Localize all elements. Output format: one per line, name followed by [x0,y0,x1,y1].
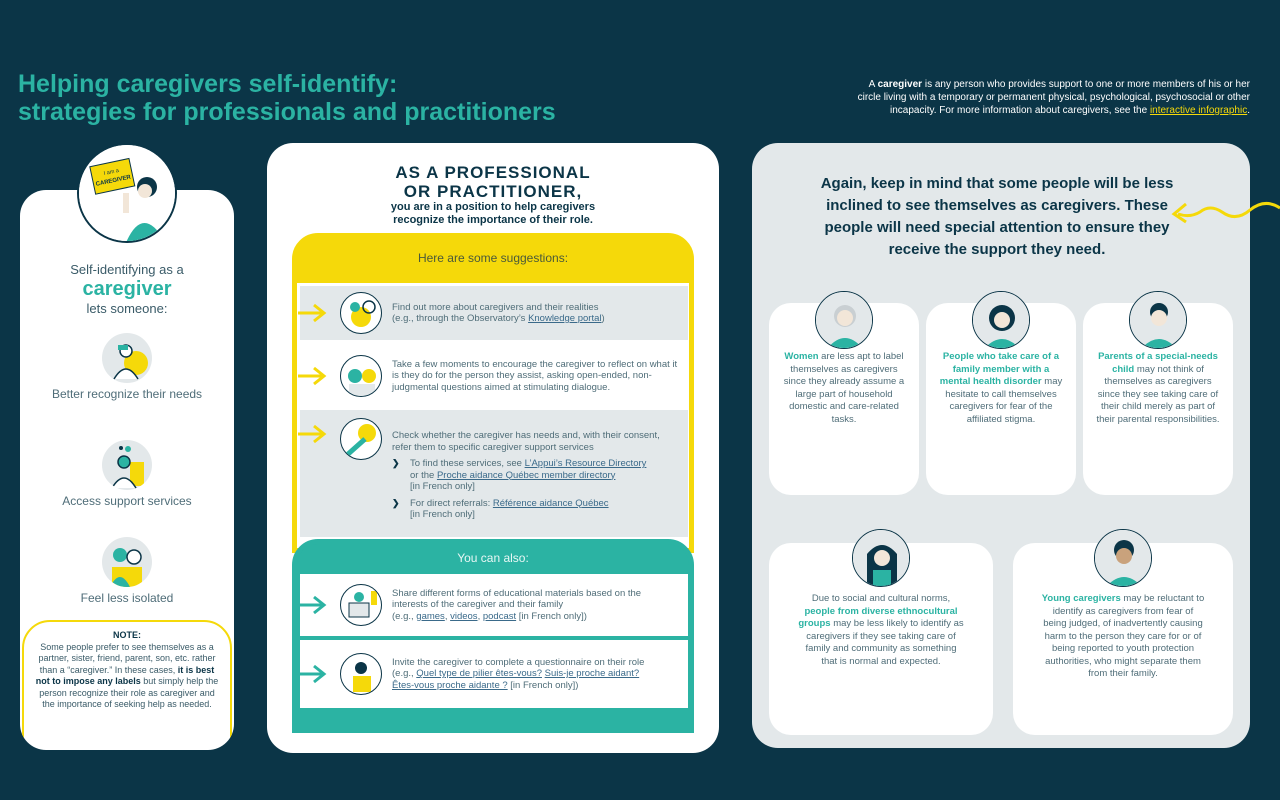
svg-text:CAREGIVER: CAREGIVER [95,174,132,188]
person-ideas-icon [102,440,152,490]
heading-line-2: OR PRACTITIONER, [403,182,583,201]
women-card-text: are less apt to label themselves as caregivers since they already assume a large part of household domestic and care-related tasks. [783,351,905,425]
ethnocultural-card-text: may be less likely to identify as caregivers if they see taking care of family and community as something that is normal and expected. [805,618,964,667]
a1-links: (e.g., games, videos, podcast [in French only]) [392,610,587,622]
knowledge-portal-link[interactable]: Knowledge portal [528,313,602,324]
wavy-arrow-icon [1170,196,1280,236]
svg-text:I am a: I am a [103,167,120,177]
two-people-icon [102,537,152,587]
a2-main: Invite the caregiver to complete a questionnaire on their role [392,656,645,668]
also-1 [300,574,688,636]
caregiver-definition [850,78,1250,117]
suggestion-1-text [392,302,615,325]
title-line-2: strategies for professionals and practitioners [18,98,556,126]
lappui-directory-link[interactable]: L’Appui’s Resource Directory [524,458,647,469]
s3-sub-2-text [410,498,609,521]
benefit-1 [20,333,234,401]
s1-line-1: Find out more about caregivers and their realities [392,301,599,313]
hijab-woman-avatar [852,529,910,587]
heading-line-1: AS A PROFESSIONAL [395,163,591,182]
s3-main: Check whether the caregiver has needs and, with their consent, refer them to specific caregiver support services [392,430,660,453]
lead-big: caregiver [82,278,172,300]
young-caregivers-card-bold: Young caregivers [1041,593,1121,604]
suggestions-header: Here are some suggestions: [296,237,690,283]
special-needs-card-text: may not think of themselves as caregivers since they see taking care of their child merely as part of their parental responsibilities. [1096,363,1220,425]
s1-end: ) [601,313,605,324]
note-title: NOTE: [113,630,141,640]
benefit-1-label: Better recognize their needs [51,387,203,401]
woman-avatar [972,291,1030,349]
suis-je-proche-aidant-link[interactable]: Suis-je proche aidant? [544,668,640,680]
professional-panel [267,143,719,753]
intro-body: is any person who provides support to one or more members of his or her circle living with a temporary or permanent physical, psychological, psychosocial or other incapacity. For more information about caregivers, see the [857,79,1250,116]
s1-line-2 [392,313,605,325]
older-woman-avatar [815,291,873,349]
questionnaire-icon [340,653,382,695]
self-identify-panel [20,190,234,750]
s1-pre: (e.g., through the Observatory’s [392,313,529,324]
s3-sub1-c: [in French only] [410,481,475,492]
benefit-2 [20,440,234,508]
s3-sub-2 [392,498,678,521]
note-text-2: but simply help the person recognize their role as caregiver and the importance of seeking help as needed. [39,676,219,709]
games-link[interactable]: games [416,610,445,622]
a2-pre: (e.g., [392,668,417,680]
note-text-1: Some people prefer to see themselves as a partner, sister, friend, parent, son, etc. rather than a “caregiver.” In these cases, [38,641,216,675]
title-line-1: Helping caregivers self-identify: [18,70,398,98]
lead-line-2: lets someone: [86,301,168,316]
suggestion-2-text: Take a few moments to encourage the caregiver to reflect on what it is they do for the person they assist, asking open-ended, non-judgmental questions aimed at stimulating dialogue. [392,358,678,393]
arrow-right-icon [298,366,328,386]
special-needs-card-bold: Parents of a special-needs child [1098,351,1218,375]
conversation-icon [340,355,382,397]
s3-sub1-a: To find these services, see [410,458,525,469]
a1-main: Share different forms of educational materials based on the interests of the caregiver and their family [392,587,642,611]
benefit-3 [20,537,234,605]
suggestion-2 [300,344,688,408]
father-avatar [1129,291,1187,349]
professional-subheading [267,201,719,227]
arrow-right-icon [298,664,328,684]
caregiver-avatar [77,143,177,243]
also-2-text [392,657,654,692]
educational-materials-icon [340,584,382,626]
intro-term: caregiver [877,79,923,90]
s3-sub2-c: [in French only] [410,509,475,520]
a1-pre: (e.g., [392,610,417,622]
mental-health-card-text: may hesitate to call themselves caregivers for fear of the affiliated stigma. [945,376,1063,425]
videos-link[interactable]: videos [450,610,478,622]
podcast-link[interactable]: podcast [482,610,517,622]
benefit-3-label: Feel less isolated [80,591,174,605]
benefit-2-label: Access support services [62,494,192,508]
intro-end: . [1247,105,1250,116]
interactive-infographic-link[interactable]: interactive infographic [1149,105,1248,116]
ethnocultural-card-bold: people from diverse ethnocultural groups [798,605,958,629]
young-man-avatar [1094,529,1152,587]
s3-sub1-b: or the [410,469,437,481]
pilier-quiz-link[interactable]: Quel type de pilier êtes-vous? [416,668,542,680]
also-2 [300,640,688,708]
sub-line-2: recognize the importance of their role. [393,214,593,226]
chevron-right-icon: ❯ [392,458,400,468]
chevron-right-icon: ❯ [392,497,400,508]
suggestion-1 [300,286,688,340]
arrow-right-icon [298,303,328,323]
suggestion-3 [300,410,688,537]
research-icon [340,292,382,334]
note-box [22,620,232,750]
page-title [18,70,556,126]
also-1-text [392,588,688,623]
sub-line-1: you are in a position to help caregivers [390,201,596,213]
less-inclined-heading: Again, keep in mind that some people will be less inclined to see themselves as caregivers. These people will need special attention to ensure they receive the support they need. [820,175,1174,258]
arrow-right-icon [298,595,328,615]
also-header: You can also: [457,551,529,565]
a1-end: [in French only]) [516,610,587,622]
intro-prefix: A [868,79,878,90]
s3-sub2-a: For direct referrals: [410,497,493,509]
s3-sub-1 [392,458,678,493]
self-identify-lead [20,262,234,316]
mental-health-card-bold: People who take care of a family member with a mental health disorder [939,351,1060,387]
proche-aidance-directory-link[interactable]: Proche aidance Québec member directory [436,469,616,481]
s3-sub-1-text [410,458,646,493]
arrow-right-icon [298,424,328,444]
suggestion-3-text [392,418,688,521]
etes-vous-proche-aidante-link[interactable]: Êtes-vous proche aidante ? [392,679,508,691]
ethnocultural-card-pre: Due to social and cultural norms, [811,593,951,604]
note-bold: it is best not to impose any labels [35,664,215,686]
professional-heading [267,163,719,201]
referral-icon [340,418,382,460]
lead-line-1: Self-identifying as a [70,262,184,277]
person-hug-icon [102,333,152,383]
young-caregivers-card-text: may be reluctant to identify as caregivers from fear of being judged, of inadvertently causing harm to the person they care for or of being reported to youth protection authorities, who might separate them from their family. [1043,593,1205,679]
a2-links [392,668,644,691]
a2-end: [in French only]) [507,679,579,691]
women-card-bold: Women [784,351,819,362]
reference-aidance-link[interactable]: Référence aidance Québec [492,497,609,509]
